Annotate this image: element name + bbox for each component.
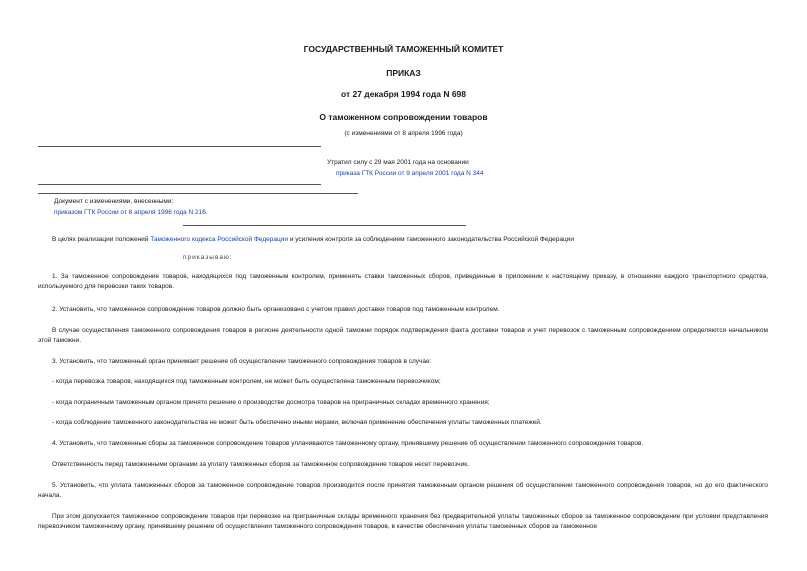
customs-code-link[interactable]: Таможенного кодекса Российской Федерации (150, 236, 289, 243)
changes-order-link[interactable]: приказом ГТК России от 8 апреля 1996 года N 216. (54, 209, 208, 216)
preamble (38, 235, 768, 245)
paragraph: - когда пограничным таможенным органом принято решение о производстве досмотра товаров на приграничных складах временного хранения; (52, 399, 490, 406)
document-title: О таможенном сопровождении товаров (319, 112, 488, 122)
lost-force-note: Утратил силу с 29 мая 2001 года на основании (327, 159, 469, 166)
divider (38, 146, 321, 147)
divider (38, 184, 321, 185)
changes-label: Документ с изменениями, внесенными: (54, 198, 174, 205)
committee-heading: ГОСУДАРСТВЕННЫЙ ТАМОЖЕННЫЙ КОМИТЕТ (303, 44, 504, 54)
paragraph: 2. Установить, что таможенное сопровождение товаров должно быть организовано с учетом правил доставки товаров под таможенным контролем. (52, 306, 500, 313)
paragraph: 4. Установить, что таможенные сборы за таможенное сопровождение товаров уплачиваются таможенному органу, принявшему решение об осуществлении таможенного сопровождения товаров. (52, 440, 644, 447)
paragraph: Ответственность перед таможенными органами за уплату таможенных сборов за таможенное сопровождение товаров несет перевозчик. (52, 461, 469, 468)
preamble-text: В целях реализации положений (52, 236, 151, 243)
paragraph: При этом допускается таможенное сопровождение товаров при перевозке на приграничные склады временного хранения без предварительной уплаты таможенных сборов за таможенное сопровождение при условии представления перевозчиком таможенному органу, принявшему решение об осуществлении таможенного сопровождения товаров, в качестве обеспечения уплаты таможенных сборов за таможенное (38, 513, 768, 530)
preamble-text: и усиления контроля за соблюдением таможенного законодательства Российской Федерации (288, 236, 574, 243)
paragraph: В случае осуществления таможенного сопровождения товаров в регионе деятельности одной таможни порядок подтверждения факта доставки товаров и учет перевозок с таможенным сопровождением определяются начальником этой таможни. (38, 327, 768, 344)
divider (38, 193, 358, 194)
document-type: ПРИКАЗ (386, 68, 421, 78)
paragraph: 1. За таможенное сопровождение товаров, находящихся под таможенным контролем, применять ставки таможенных сборов, приведенные в приложении к настоящему приказу, в отношении каждого транспортного средства, используемого для перевозки таких товаров. (38, 273, 768, 290)
document-date-number: от 27 декабря 1994 года N 698 (340, 89, 467, 99)
repeal-order-link[interactable]: приказа ГТК России от 9 апреля 2001 года N 344 (336, 170, 484, 177)
divider (183, 225, 466, 226)
paragraph: - когда перевозка товаров, находящихся под таможенным контролем, не может быть осуществлена таможенным перевозчиком; (52, 378, 441, 385)
paragraph: - когда соблюдение таможенного законодательства не может быть обеспечено иными мерами, включая применение обеспечения уплаты таможенных платежей. (52, 419, 542, 426)
paragraph: 3. Установить, что таможенный орган принимает решение об осуществлении таможенного сопровождения товаров в случае: (52, 358, 432, 365)
amendments-note: (с изменениями от 8 апреля 1996 года) (344, 130, 463, 137)
order-word: приказываю: (183, 254, 233, 261)
paragraph: 5. Установить, что уплата таможенных сборов за таможенное сопровождение товаров производится после принятия таможенным органом решения об осуществлении таможенного сопровождения товаров, но до его фактического начала. (38, 482, 768, 499)
